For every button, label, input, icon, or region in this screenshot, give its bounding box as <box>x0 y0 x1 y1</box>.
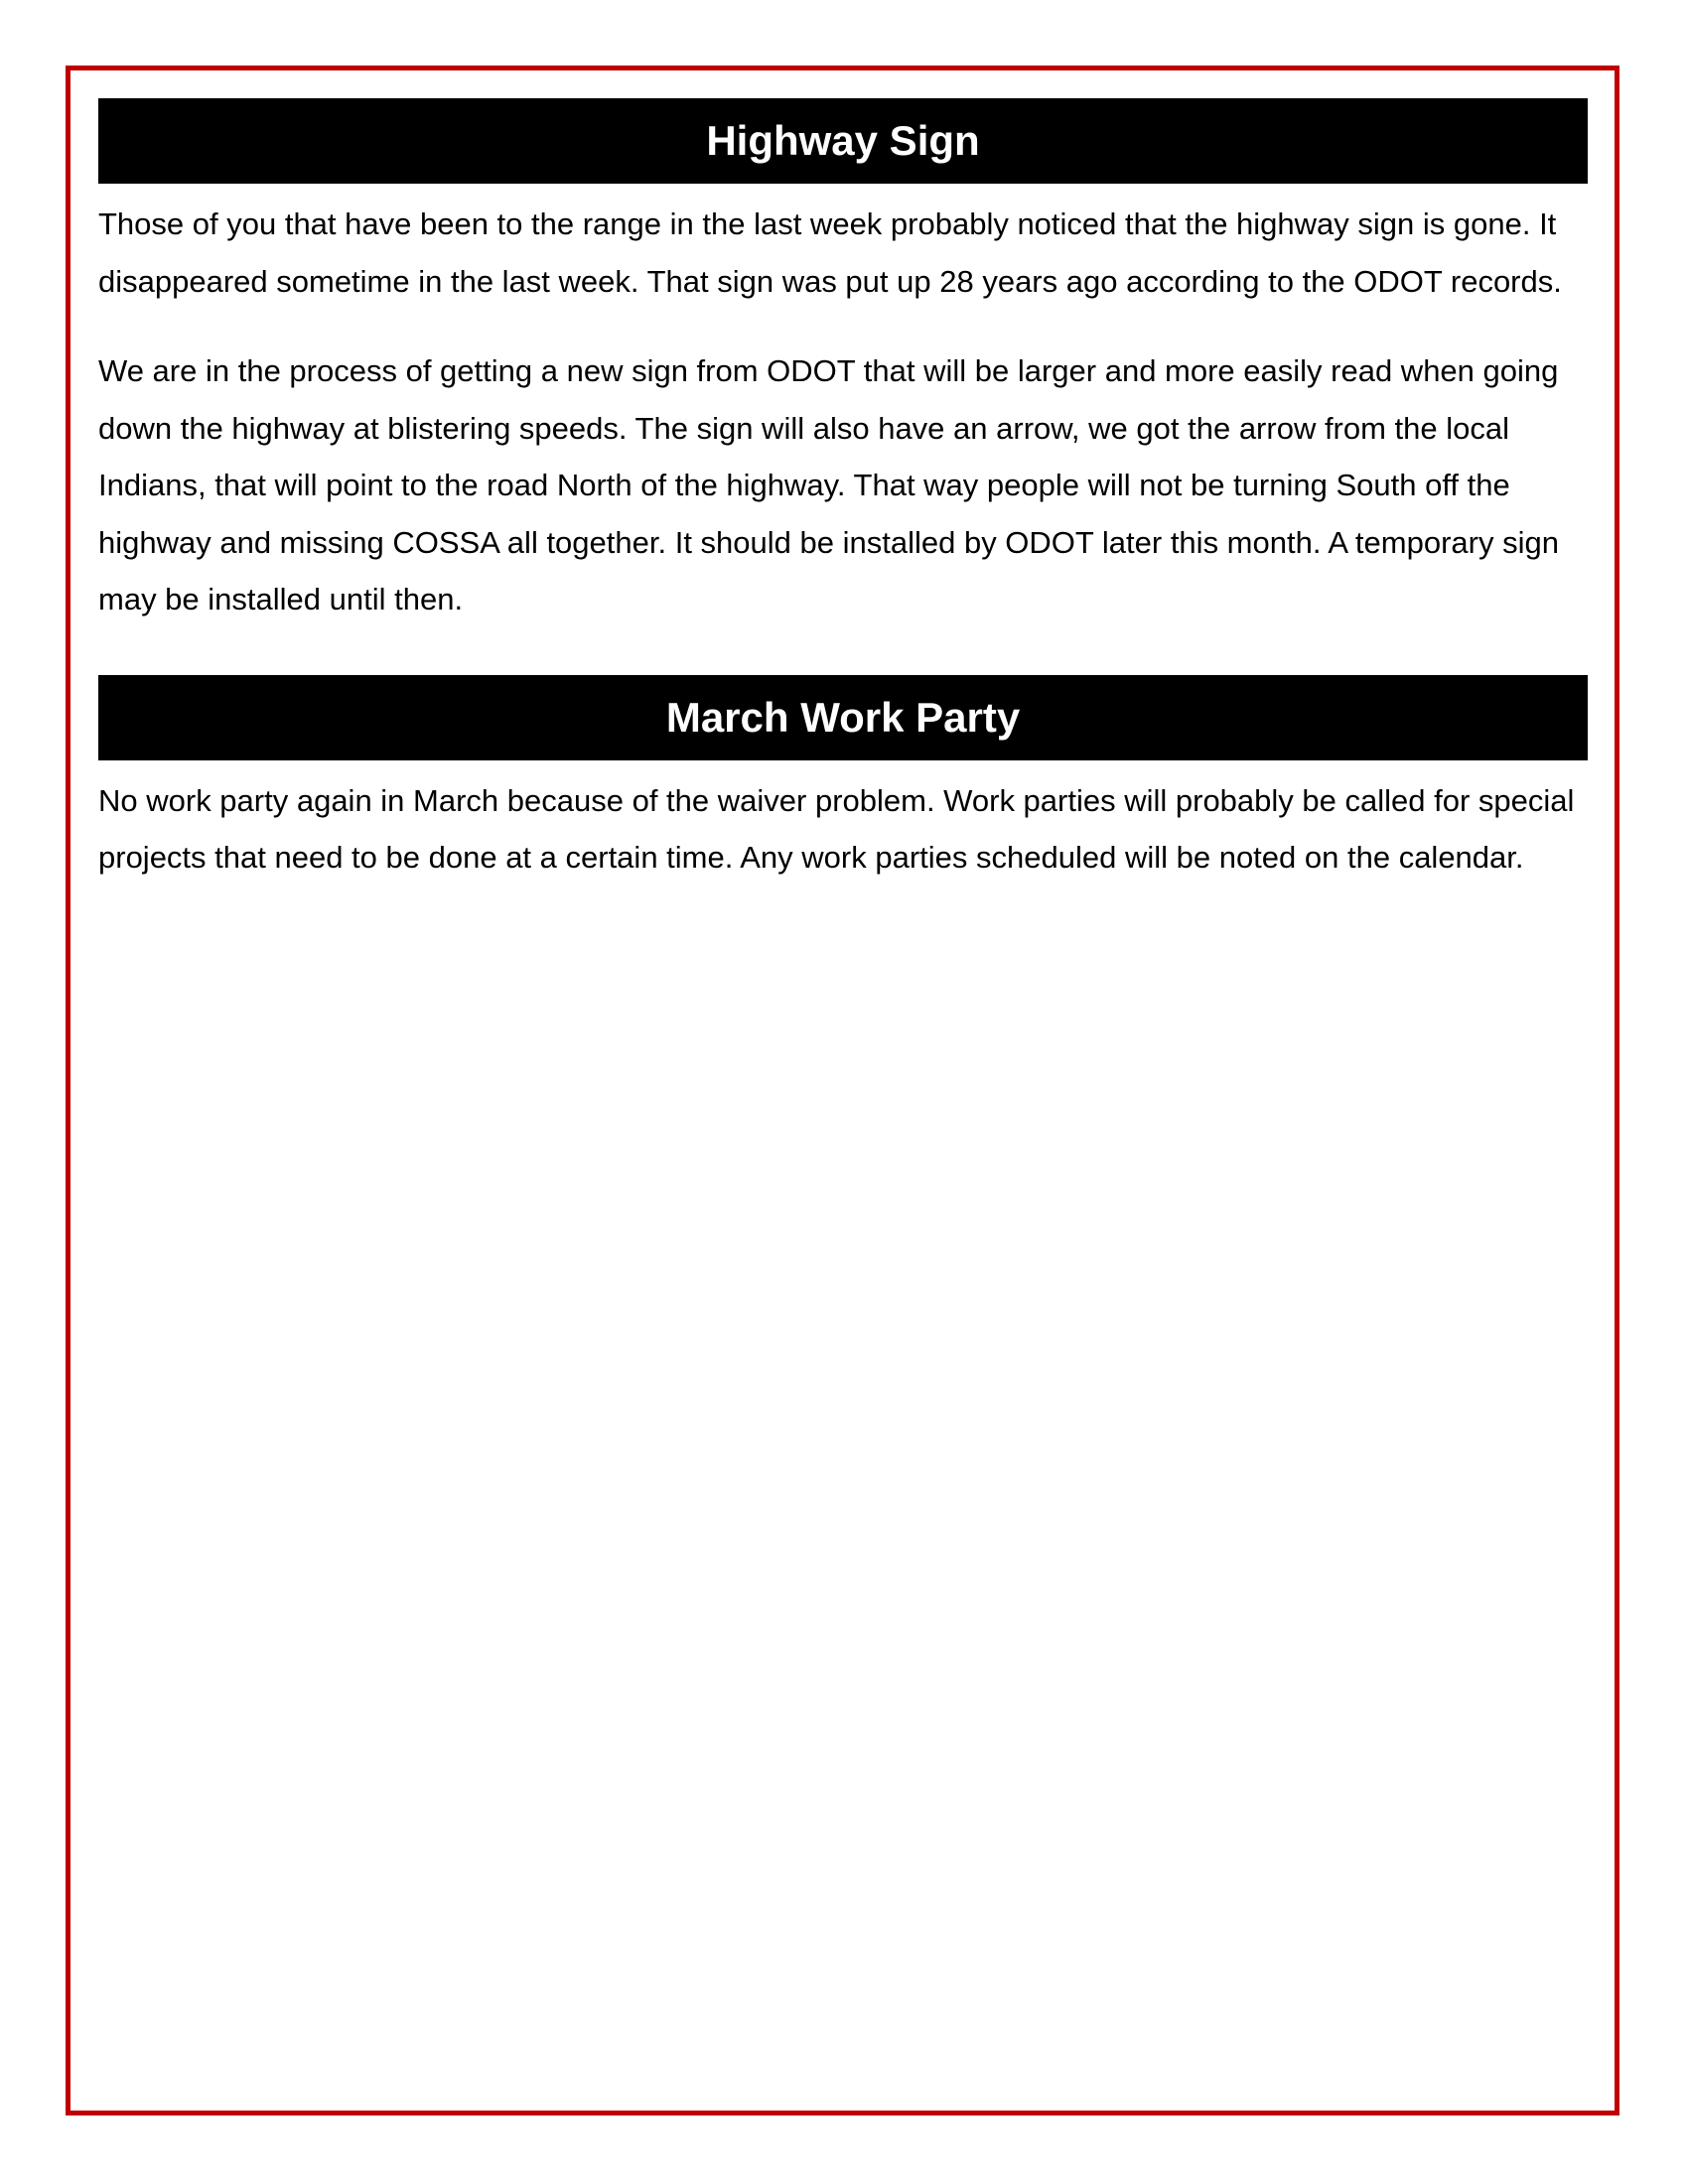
page-content <box>98 98 1588 887</box>
section-header <box>98 98 1588 184</box>
section-body <box>98 772 1588 887</box>
section-title: Highway Sign <box>706 117 980 164</box>
section-title: March Work Party <box>665 693 1021 741</box>
section-body <box>98 196 1588 628</box>
paragraph: No work party again in March because of the waiver problem. Work parties will probably be called for special projects that need to be done at a certain time. Any work parties scheduled will be noted on the calendar. <box>98 782 1575 875</box>
paragraph: Those of you that have been to the range in the last week probably noticed that the highway sign is gone. It disappeared sometime in the last week. That sign was put up 28 years ago according to the ODOT records. <box>98 206 1562 299</box>
section-spacer <box>98 628 1588 675</box>
section-header <box>98 675 1588 760</box>
section-march-work-party <box>98 675 1588 887</box>
paragraph: We are in the process of getting a new sign from ODOT that will be larger and more easily read when going down the highway at blistering speeds. The sign will also have an arrow, we got the arrow from the local Indians, that will point to the road North of the highway. That way people will not be turning South off the highway and missing COSSA all together. It should be installed by ODOT later this month. A temporary sign may be installed until then. <box>98 353 1559 616</box>
section-highway-sign <box>98 98 1588 628</box>
